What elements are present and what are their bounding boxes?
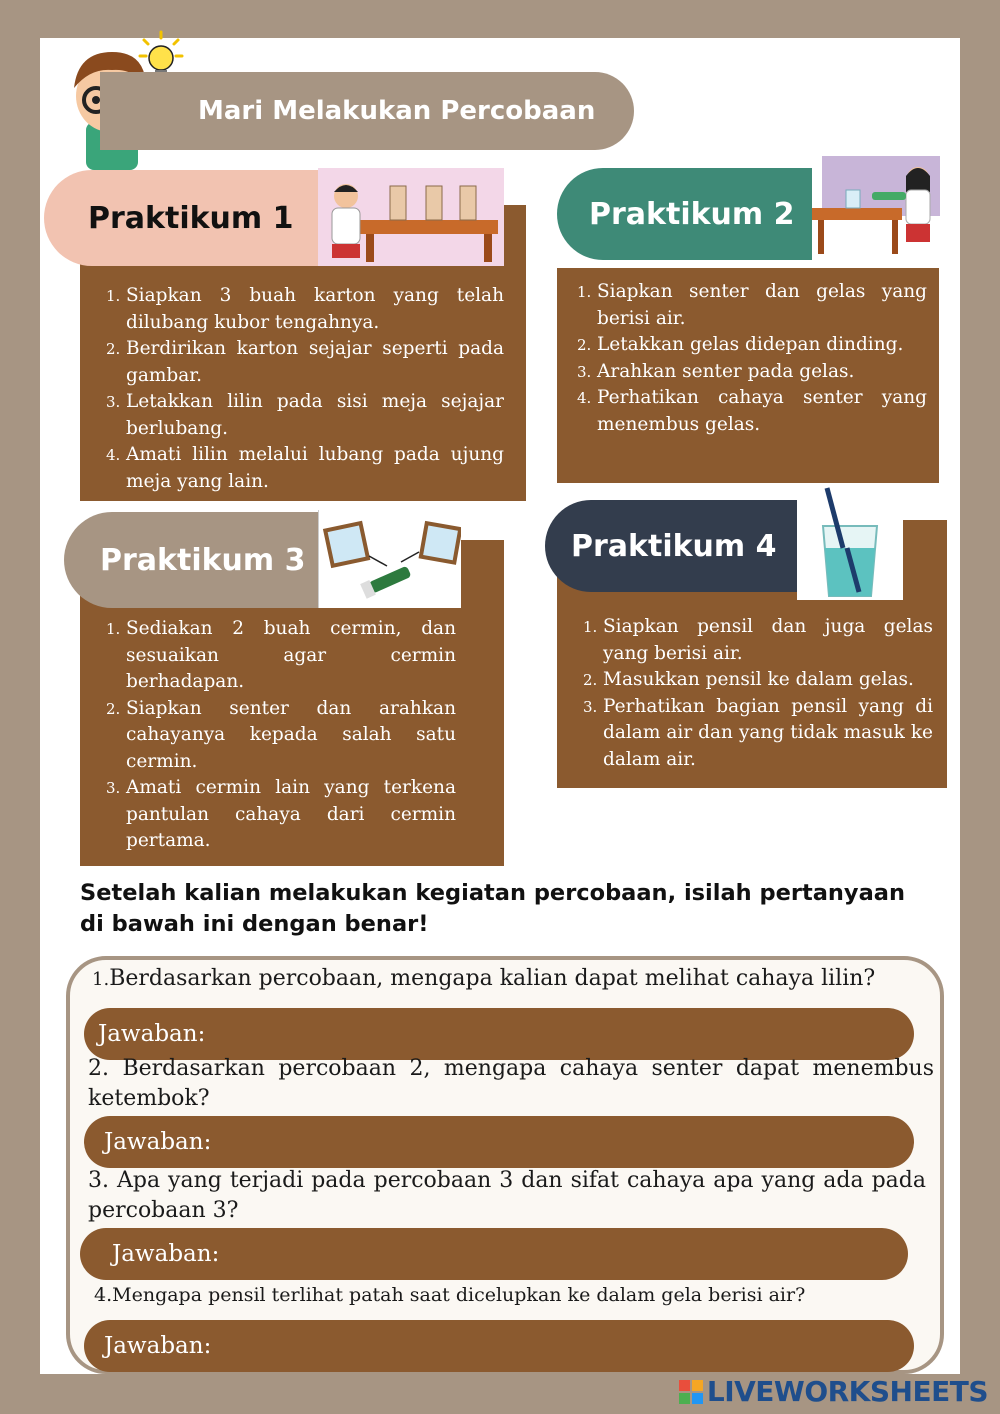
liveworksheets-brand-text: LIVEWORKSHEETS — [706, 1375, 988, 1408]
practicum-2-title: Praktikum 2 — [589, 196, 795, 232]
practicum-2-tab — [557, 168, 813, 260]
answer-4-label: Jawaban: — [104, 1333, 212, 1359]
practicum-3-tab — [64, 512, 320, 608]
practicum-4-step: Masukkan pensil ke dalam gelas. — [603, 669, 914, 690]
practicum-1-step: Siapkan 3 buah karton yang telah dilubang kubor tengahnya. — [126, 285, 504, 333]
practicum-2-step: Arahkan senter pada gelas. — [597, 360, 855, 382]
practicum-1-title: Praktikum 1 — [88, 200, 294, 236]
practicum-2-step: Letakkan gelas didepan dinding. — [597, 334, 904, 355]
practicum-4-title: Praktikum 4 — [571, 528, 777, 564]
practicum-2-panel — [557, 268, 939, 483]
answer-3-label: Jawaban: — [112, 1241, 220, 1267]
practicum-1-step: Letakkan lilin pada sisi meja sejajar berlubang. — [126, 391, 504, 439]
liveworksheets-logo — [679, 1375, 988, 1408]
practicum-3-title: Praktikum 3 — [100, 542, 306, 578]
question-1-number: 1. — [92, 969, 110, 990]
question-1-text: Berdasarkan percobaan, mengapa kalian dapat melihat cahaya lilin? — [109, 966, 876, 991]
practicum-3-step: Siapkan senter dan arahkan cahayanya kepada salah satu cermin. — [126, 697, 456, 772]
practicum-2-step: Siapkan senter dan gelas yang berisi air. — [597, 281, 927, 329]
question-1 — [92, 964, 928, 995]
practicum-2-step: Perhatikan cahaya senter yang menembus gelas. — [597, 387, 927, 435]
practicum-4-illustration — [797, 486, 903, 600]
question-4: 4.Mengapa pensil terlihat patah saat dicelupkan ke dalam gela berisi air? — [94, 1284, 806, 1306]
practicum-4-step: Perhatikan bagian pensil yang di dalam air dan yang tidak masuk ke dalam air. — [603, 695, 933, 770]
answer-1-field[interactable] — [84, 1008, 914, 1060]
practicum-4-tab — [545, 500, 801, 592]
practicum-3-step: Amati cermin lain yang terkena pantulan cahaya dari cermin pertama. — [126, 777, 456, 851]
answer-3-field[interactable] — [80, 1228, 908, 1280]
practicum-4-step: Siapkan pensil dan juga gelas yang berisi air. — [603, 616, 933, 664]
page-title: Mari Melakukan Percobaan — [100, 72, 634, 150]
answer-2-label: Jawaban: — [104, 1129, 212, 1155]
questions-instruction: Setelah kalian melakukan kegiatan percobaan, isilah pertanyaan di bawah ini dengan benar! — [80, 880, 905, 937]
answer-1-label: Jawaban: — [98, 1021, 206, 1047]
liveworksheets-logo-icon — [679, 1380, 703, 1404]
answer-4-field[interactable] — [84, 1320, 914, 1372]
practicum-3-step: Sediakan 2 buah cermin, dan sesuaikan agar cermin berhadapan. — [126, 618, 456, 692]
practicum-1-tab — [44, 170, 320, 266]
practicum-1-step: Amati lilin melalui lubang pada ujung meja yang lain. — [126, 444, 504, 492]
practicum-2-illustration — [812, 148, 944, 266]
practicum-1-step: Berdirikan karton sejajar seperti pada gambar. — [126, 338, 504, 386]
practicum-3-illustration — [318, 510, 461, 608]
practicum-1-illustration — [318, 168, 504, 266]
question-2: 2. Berdasarkan percobaan 2, mengapa cahaya senter dapat menembus ketembok? — [88, 1056, 934, 1111]
answer-2-field[interactable] — [84, 1116, 914, 1168]
question-3: 3. Apa yang terjadi pada percobaan 3 dan sifat cahaya apa yang ada pada percobaan 3? — [88, 1168, 926, 1223]
